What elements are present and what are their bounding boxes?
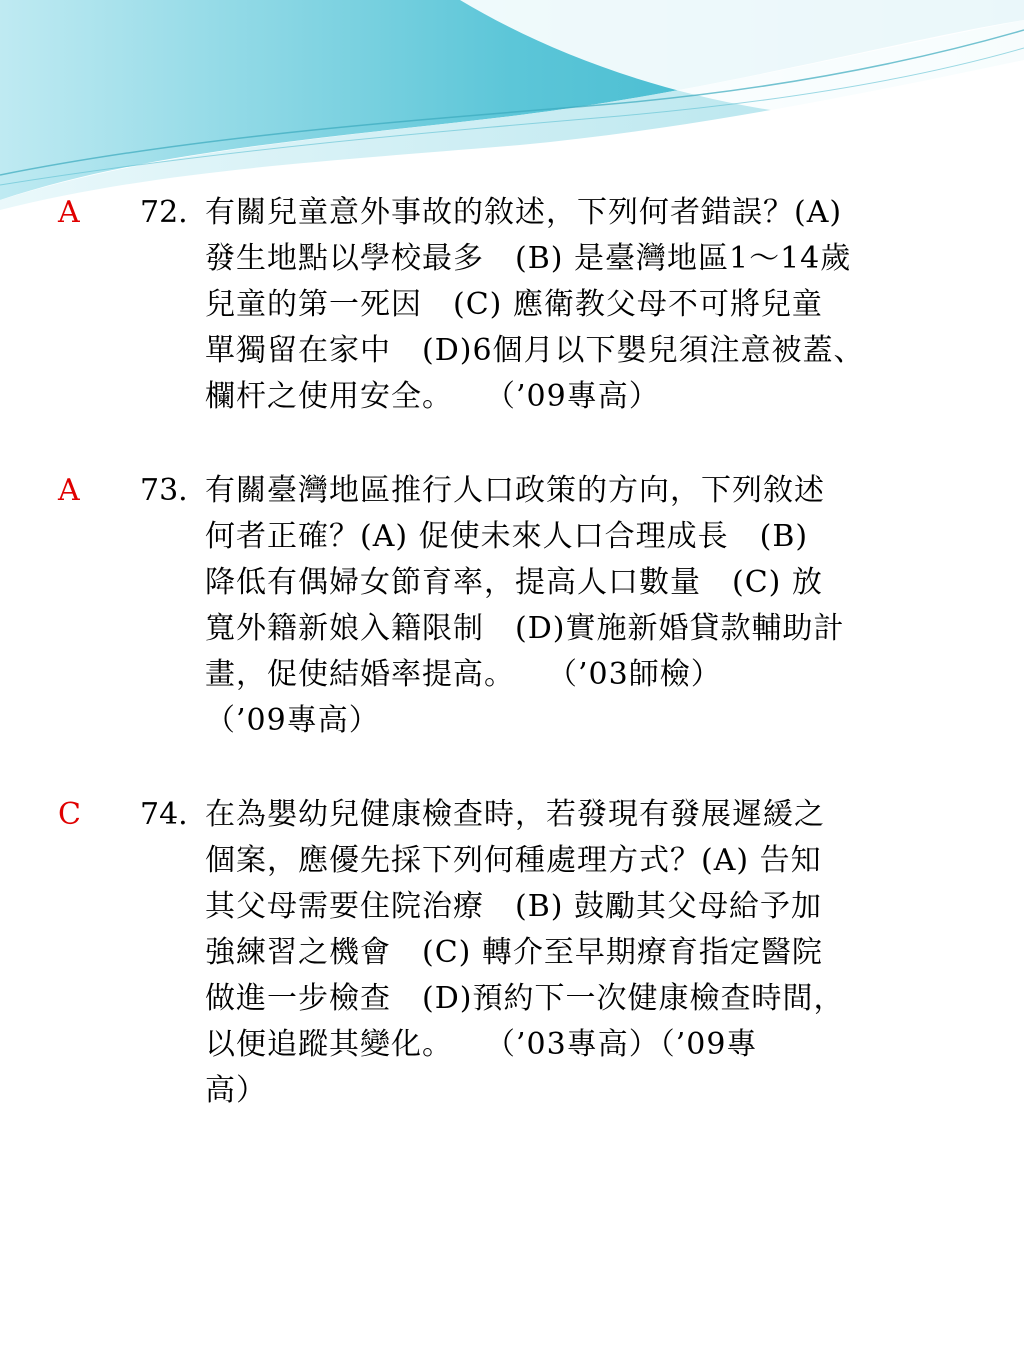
answer-key: A [58,195,80,230]
question-text: 在為嬰幼兒健康檢查時，若發現有發展遲緩之 個案，應優先採下列何種處理方式？(A) 告知 其父母需要住院治療 (B) 鼓勵其父母給予加 強練習之機會 (C) 轉介至早期療育指定醫院 做進一步檢查 (D)預約下一次健康檢查時間， 以便追蹤其變化。 （’03專高）（’09專 高） [205,797,845,1108]
question-item [0,190,1024,420]
question-text: 有關臺灣地區推行人口政策的方向，下列敘述 何者正確？(A) 促使未來人口合理成長 (B) 降低有偶婦女節育率，提高人口數量 (C) 放 寬外籍新娘入籍限制 (D)實施新婚貸款輔助計 畫，促使結婚率提高。 （’03師檢） （’09專高） [205,473,845,738]
wave-header-decoration [0,0,1024,220]
answer-key: A [58,473,80,508]
question-number: 72. [140,195,188,230]
question-list [0,190,1024,1162]
answer-key: C [58,797,81,832]
question-text: 有關兒童意外事故的敘述，下列何者錯誤？(A) 發生地點以學校最多 (B) 是臺灣地區1～14歲 兒童的第一死因 (C) 應衛教父母不可將兒童 單獨留在家中 (D)6個月以下嬰兒須注意被蓋、 欄杆之使用安全。 （’09專高） [205,195,865,414]
question-item [0,792,1024,1114]
question-number: 73. [140,473,188,508]
question-number: 74. [140,797,188,832]
question-item [0,468,1024,744]
